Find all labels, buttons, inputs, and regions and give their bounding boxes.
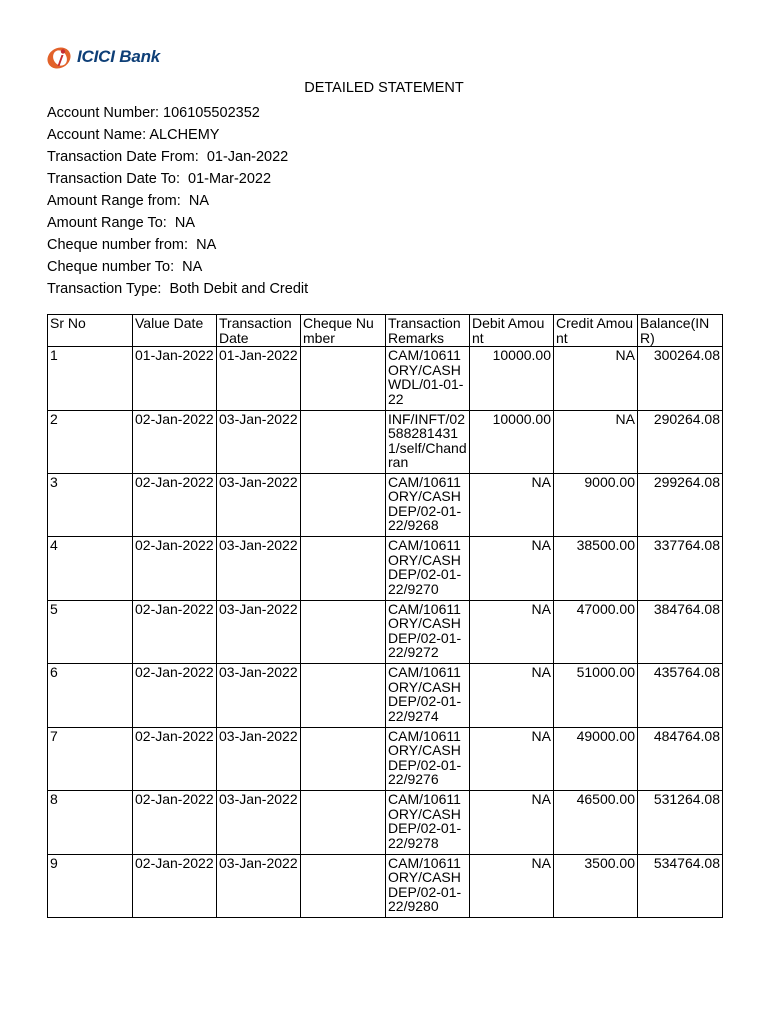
table-row [48,410,723,473]
table-row [48,727,723,791]
header-debit-amount: Debit Amount [470,315,554,347]
header-value-date: Value Date [133,315,217,347]
cell-transaction-date: 03-Jan-2022 [217,854,301,918]
cell-transaction-date: 03-Jan-2022 [217,727,301,791]
table-row [48,854,723,918]
cell-value-date: 01-Jan-2022 [133,347,217,411]
table-row [48,473,723,537]
cell-transaction-date: 03-Jan-2022 [217,600,301,664]
table-row [48,537,723,601]
cell-cheque-number [301,537,386,601]
statement-fields [47,102,308,300]
header-transaction-date: Transaction Date [217,315,301,347]
cell-transaction-remarks: CAM/10611ORY/CASH DEP/02-01-22/9270 [386,537,470,601]
cell-value-date: 02-Jan-2022 [133,664,217,728]
cell-balance: 290264.08 [638,410,723,473]
table-header-row [48,315,723,347]
cell-value-date: 02-Jan-2022 [133,600,217,664]
cell-sr-no: 4 [48,537,133,601]
cell-value-date: 02-Jan-2022 [133,727,217,791]
cell-balance: 531264.08 [638,791,723,855]
cell-sr-no: 2 [48,410,133,473]
cell-transaction-remarks: CAM/10611ORY/CASH DEP/02-01-22/9280 [386,854,470,918]
header-transaction-remarks: Transaction Remarks [386,315,470,347]
bank-logo [45,42,160,72]
cell-value-date: 02-Jan-2022 [133,473,217,537]
cell-cheque-number [301,727,386,791]
amount-to: Amount Range To: NA [47,215,196,231]
cell-sr-no: 8 [48,791,133,855]
cell-transaction-remarks: CAM/10611ORY/CASH DEP/02-01-22/9274 [386,664,470,728]
cell-sr-no: 9 [48,854,133,918]
cell-sr-no: 5 [48,600,133,664]
cell-cheque-number [301,664,386,728]
cheque-to: Cheque number To: NA [47,259,203,275]
icici-logo-icon [45,43,75,71]
amount-from: Amount Range from: NA [47,193,209,209]
date-from: Transaction Date From: 01-Jan-2022 [47,149,289,165]
account-name: Account Name: ALCHEMY [47,127,220,143]
cell-value-date: 02-Jan-2022 [133,537,217,601]
cell-sr-no: 1 [48,347,133,411]
cell-transaction-date: 03-Jan-2022 [217,537,301,601]
cell-transaction-remarks: CAM/10611ORY/CASH DEP/02-01-22/9278 [386,791,470,855]
cell-cheque-number [301,410,386,473]
cell-transaction-date: 03-Jan-2022 [217,791,301,855]
cell-sr-no: 6 [48,664,133,728]
bank-name: ICICI Bank [77,47,161,66]
cell-value-date: 02-Jan-2022 [133,410,217,473]
cell-transaction-date: 03-Jan-2022 [217,410,301,473]
cell-sr-no: 7 [48,727,133,791]
cell-credit-amount: 51000.00 [554,664,638,728]
cell-balance: 337764.08 [638,537,723,601]
cell-transaction-remarks: CAM/10611ORY/CASH WDL/01-01-22 [386,347,470,411]
table-row [48,664,723,728]
table-row [48,600,723,664]
cell-balance: 435764.08 [638,664,723,728]
account-number: Account Number: 106105502352 [47,105,260,121]
cell-cheque-number [301,791,386,855]
cell-credit-amount: 38500.00 [554,537,638,601]
cell-debit-amount: NA [470,854,554,918]
cell-transaction-remarks: INF/INFT/025882814311/self/Chandran [386,410,470,473]
cell-credit-amount: NA [554,410,638,473]
statement-title: DETAILED STATEMENT [304,80,464,96]
cell-balance: 300264.08 [638,347,723,411]
cheque-from: Cheque number from: NA [47,237,217,253]
cell-transaction-remarks: CAM/10611ORY/CASH DEP/02-01-22/9276 [386,727,470,791]
cell-transaction-remarks: CAM/10611ORY/CASH DEP/02-01-22/9272 [386,600,470,664]
cell-debit-amount: NA [470,791,554,855]
transactions-table [47,314,723,918]
header-credit-amount: Credit Amount [554,315,638,347]
cell-debit-amount: NA [470,600,554,664]
date-to: Transaction Date To: 01-Mar-2022 [47,171,272,187]
cell-value-date: 02-Jan-2022 [133,854,217,918]
cell-cheque-number [301,473,386,537]
cell-sr-no: 3 [48,473,133,537]
cell-credit-amount: 46500.00 [554,791,638,855]
cell-credit-amount: 47000.00 [554,600,638,664]
cell-transaction-remarks: CAM/10611ORY/CASH DEP/02-01-22/9268 [386,473,470,537]
cell-debit-amount: NA [470,473,554,537]
cell-cheque-number [301,347,386,411]
cell-cheque-number [301,854,386,918]
cell-balance: 384764.08 [638,600,723,664]
cell-debit-amount: NA [470,664,554,728]
table-row [48,347,723,411]
cell-credit-amount: NA [554,347,638,411]
header-balance: Balance(INR) [638,315,723,347]
cell-value-date: 02-Jan-2022 [133,791,217,855]
cell-transaction-date: 03-Jan-2022 [217,473,301,537]
cell-balance: 484764.08 [638,727,723,791]
cell-balance: 299264.08 [638,473,723,537]
cell-balance: 534764.08 [638,854,723,918]
cell-transaction-date: 03-Jan-2022 [217,664,301,728]
cell-credit-amount: 3500.00 [554,854,638,918]
cell-debit-amount: 10000.00 [470,410,554,473]
cell-credit-amount: 49000.00 [554,727,638,791]
transaction-type: Transaction Type: Both Debit and Credit [47,281,309,297]
cell-debit-amount: NA [470,537,554,601]
table-row [48,791,723,855]
header-cheque-number: Cheque Number [301,315,386,347]
cell-debit-amount: 10000.00 [470,347,554,411]
cell-credit-amount: 9000.00 [554,473,638,537]
cell-cheque-number [301,600,386,664]
header-sr-no: Sr No [48,315,133,347]
cell-transaction-date: 01-Jan-2022 [217,347,301,411]
cell-debit-amount: NA [470,727,554,791]
